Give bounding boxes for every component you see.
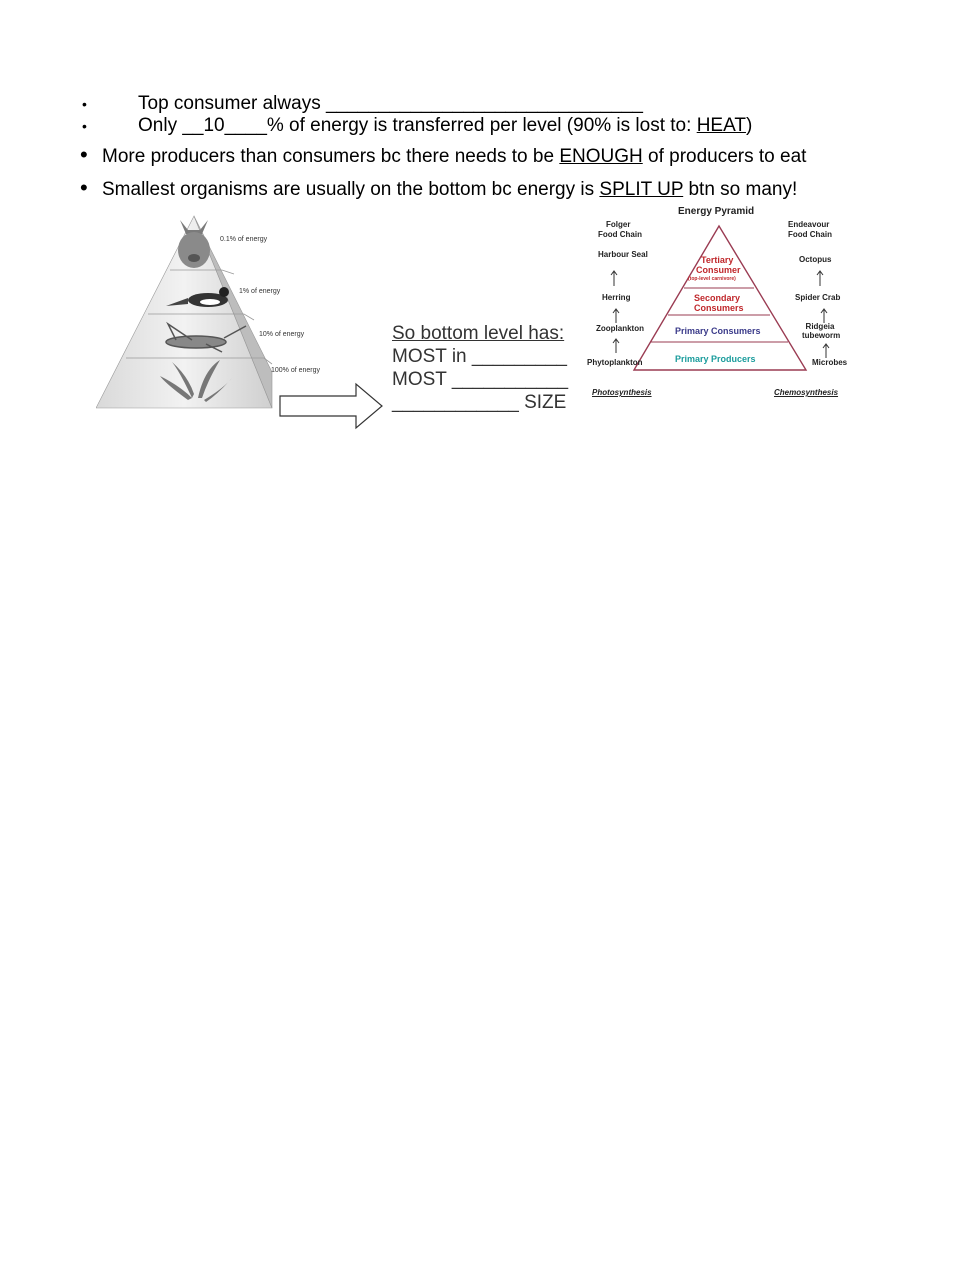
right-arrow-icon xyxy=(278,382,388,430)
chain-organism: Ridgeia tubeworm xyxy=(802,322,841,340)
note-top-consumer: Top consumer always ______________________________ xyxy=(138,93,643,114)
note-text: ) xyxy=(745,115,753,136)
bullet-2: • xyxy=(82,118,87,134)
bottom-level-line: MOST ___________ xyxy=(392,369,569,390)
pyramid-level-label: 1% of energy xyxy=(239,288,281,295)
note-text: More producers than consumers bc there needs to be xyxy=(102,146,560,167)
bottom-level-notes xyxy=(392,322,572,414)
chain-organism: Herring xyxy=(602,293,631,302)
note-text: Smallest organisms are usually on the bottom bc energy is xyxy=(102,179,600,200)
bullet-4: • xyxy=(80,175,88,200)
chain-organism: Octopus xyxy=(799,255,832,264)
note-energy-transfer xyxy=(138,115,752,137)
level-tertiary: Tertiary xyxy=(701,255,734,265)
pyramid-level-label: 10% of energy xyxy=(259,331,305,338)
note-text: of producers to eat xyxy=(642,146,807,167)
left-process-label: Photosynthesis xyxy=(592,388,652,397)
note-smallest-organisms xyxy=(102,179,797,201)
left-chain-title: Folger xyxy=(606,220,631,229)
note-text: Only __10____% of energy is transferred per level (90% is lost to: xyxy=(138,115,697,136)
pyramid-level-label: 100% of energy xyxy=(271,367,321,374)
bottom-level-line: ____________ SIZE xyxy=(392,392,567,413)
arrow-up-icon xyxy=(817,271,829,358)
bottom-level-line: MOST in _________ xyxy=(392,346,567,367)
bullet-3: • xyxy=(80,142,88,167)
bottom-level-heading: So bottom level has: xyxy=(392,323,565,344)
note-emphasis: ENOUGH xyxy=(559,146,643,167)
note-more-producers xyxy=(102,146,806,168)
chain-organism: Zooplankton xyxy=(596,324,644,333)
pyramid-level-label: 0.1% of energy xyxy=(220,236,268,243)
right-chain-title: Food Chain xyxy=(788,230,832,239)
level-primary-consumers: Primary Consumers xyxy=(675,326,761,336)
chain-organism: Microbes xyxy=(812,358,848,367)
note-emphasis: SPLIT UP xyxy=(599,179,684,200)
bullet-1: • xyxy=(82,96,87,112)
energy-pyramid-title: Energy Pyramid xyxy=(678,206,755,217)
right-chain-title: Endeavour xyxy=(788,220,830,229)
level-secondary: Secondary xyxy=(694,293,741,303)
chain-organism: Spider Crab xyxy=(795,293,841,302)
level-tertiary: (top-level carnivore) xyxy=(688,276,736,282)
level-primary-producers: Primary Producers xyxy=(675,354,756,364)
left-chain-title: Food Chain xyxy=(598,230,642,239)
note-text: btn so many! xyxy=(683,179,798,200)
level-tertiary: Consumer xyxy=(696,265,741,275)
arrow-up-icon xyxy=(611,271,619,353)
level-secondary: Consumers xyxy=(694,303,744,313)
right-process-label: Chemosynthesis xyxy=(774,388,839,397)
energy-pyramid-diagram xyxy=(584,202,854,407)
chain-organism: Phytoplankton xyxy=(587,358,643,367)
chain-organism: Harbour Seal xyxy=(598,250,648,259)
note-emphasis: HEAT xyxy=(696,115,746,136)
